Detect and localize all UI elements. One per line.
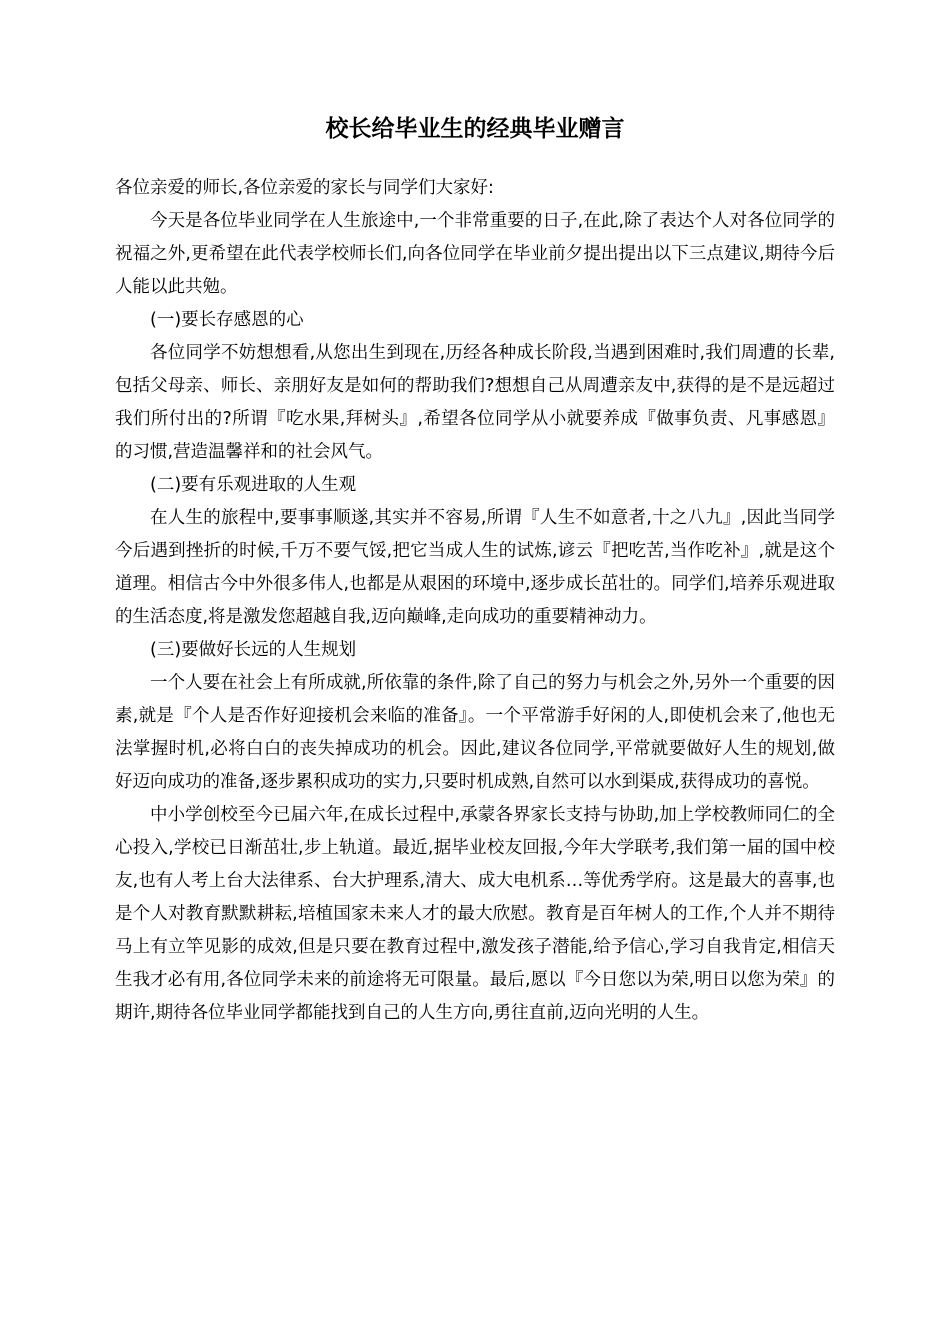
paragraph-optimism: 在人生的旅程中,要事事顺遂,其实并不容易,所谓『人生不如意者,十之八九』,因此当同学今后遇到挫折的时候,千万不要气馁,把它当成人生的试炼,谚云『把吃苦,当作吃补』,就是这个道理。相信古今中外很多伟人,也都是从艰困的环境中,逐步成长茁壮的。同学们,培养乐观进取的生活态度,将是激发您超越自我,迈向巅峰,走向成功的重要精神动力。 [115, 508, 835, 627]
document-title: 校长给毕业生的经典毕业赠言 [325, 116, 625, 142]
paragraph-intro: 今天是各位毕业同学在人生旅途中,一个非常重要的日子,在此,除了表达个人对各位同学的祝福之外,更希望在此代表学校师长们,向各位同学在毕业前夕提出提出以下三点建议,期待今后人能以此共勉。 [115, 211, 835, 297]
greeting: 各位亲爱的师长,各位亲爱的家长与同学们大家好: [115, 178, 494, 198]
section-heading-1: (一)要长存感恩的心 [150, 310, 304, 330]
paragraph-gratitude: 各位同学不妨想想看,从您出生到现在,历经各种成长阶段,当遇到困难时,我们周遭的长辈,包括父母亲、师长、亲朋好友是如何的帮助我们?想想自己从周遭亲友中,获得的是不是远超过我们所付出的?所谓『吃水果,拜树头』,希望各位同学从小就要养成『做事负责、凡事感恩』的习惯,营造温馨祥和的社会风气。 [115, 343, 835, 462]
document-page [115, 112, 835, 1030]
paragraph-closing: 中小学创校至今已届六年,在成长过程中,承蒙各界家长支持与协助,加上学校教师同仁的全心投入,学校已日渐茁壮,步上轨道。最近,据毕业校友回报,今年大学联考,我们第一届的国中校友,也有人考上台大法律系、台大护理系,清大、成大电机系…等优秀学府。这是最大的喜事,也是个人对教育默默耕耘,培植国家未来人才的最大欣慰。教育是百年树人的工作,个人并不期待马上有立竿见影的成效,但是只要在教育过程中,激发孩子潜能,给予信心,学习自我肯定,相信天生我才必有用,各位同学未来的前途将无可限量。最后,愿以『今日您以为荣,明日以您为荣』的期许,期待各位毕业同学都能找到自己的人生方向,勇往直前,迈向光明的人生。 [115, 805, 835, 1023]
paragraph-planning: 一个人要在社会上有所成就,所依靠的条件,除了自己的努力与机会之外,另外一个重要的因素,就是『个人是否作好迎接机会来临的准备』。一个平常游手好闲的人,即使机会来了,他也无法掌握时机,必将白白的丧失掉成功的机会。因此,建议各位同学,平常就要做好人生的规划,做好迈向成功的准备,逐步累积成功的实力,只要时机成熟,自然可以水到渠成,获得成功的喜悦。 [115, 673, 835, 792]
section-heading-2: (二)要有乐观进取的人生观 [150, 475, 357, 495]
section-heading-3: (三)要做好长远的人生规划 [150, 640, 357, 660]
